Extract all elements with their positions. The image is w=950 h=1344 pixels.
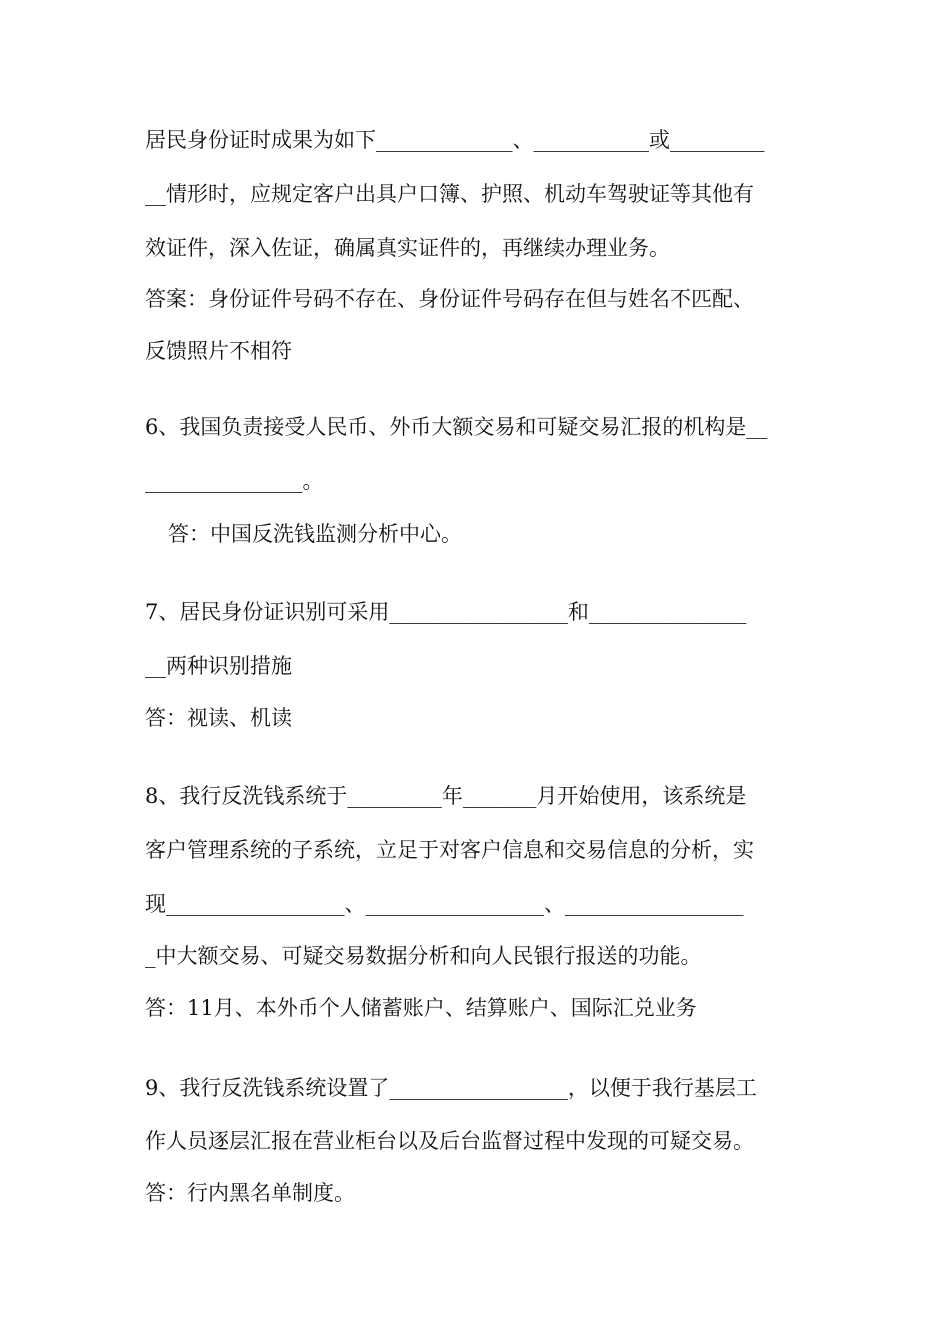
q5-answer-line-1: 答案：身份证件号码不存在、身份证件号码存在但与姓名不匹配、: [145, 287, 754, 311]
q7-text-line-2: __两种识别措施: [145, 654, 292, 678]
q6-answer: 答：中国反洗钱监测分析中心。: [168, 522, 462, 546]
q5-text-line-3: 效证件，深入佐证，确属真实证件的，再继续办理业务。: [145, 236, 670, 260]
q9-answer: 答：行内黑名单制度。: [145, 1181, 355, 1205]
q5-answer-line-2: 反馈照片不相符: [145, 339, 292, 363]
q7-answer: 答：视读、机读: [145, 706, 292, 730]
q8-text-line-2: 客户管理系统的子系统，立足于对客户信息和交易信息的分析，实: [145, 838, 754, 862]
q9-text-line-2: 作人员逐层汇报在营业柜台以及后台监督过程中发现的可疑交易。: [145, 1129, 754, 1153]
q7-text-line-1: 7、居民身份证识别可采用_________________和_______________: [145, 600, 747, 624]
q6-text-line-1: 6、我国负责接受人民币、外币大额交易和可疑交易汇报的机构是__: [145, 415, 768, 439]
q8-answer: 答：11月、本外币个人储蓄账户、结算账户、国际汇兑业务: [145, 996, 697, 1020]
q8-text-line-1: 8、我行反洗钱系统于_________年_______月开始使用，该系统是: [145, 784, 747, 808]
q8-text-line-3: 现_________________、_________________、_________________: [145, 892, 744, 916]
q8-text-line-4: _中大额交易、可疑交易数据分析和向人民银行报送的功能。: [145, 944, 702, 968]
q5-text-line-2: __情形时，应规定客户出具户口簿、护照、机动车驾驶证等其他有: [145, 182, 754, 206]
q5-text-line-1: 居民身份证时成果为如下_____________、___________或_________: [145, 128, 765, 152]
q9-text-line-1: 9、我行反洗钱系统设置了_________________，以便于我行基层工: [145, 1076, 757, 1100]
q6-text-line-2: _______________。: [145, 469, 324, 493]
